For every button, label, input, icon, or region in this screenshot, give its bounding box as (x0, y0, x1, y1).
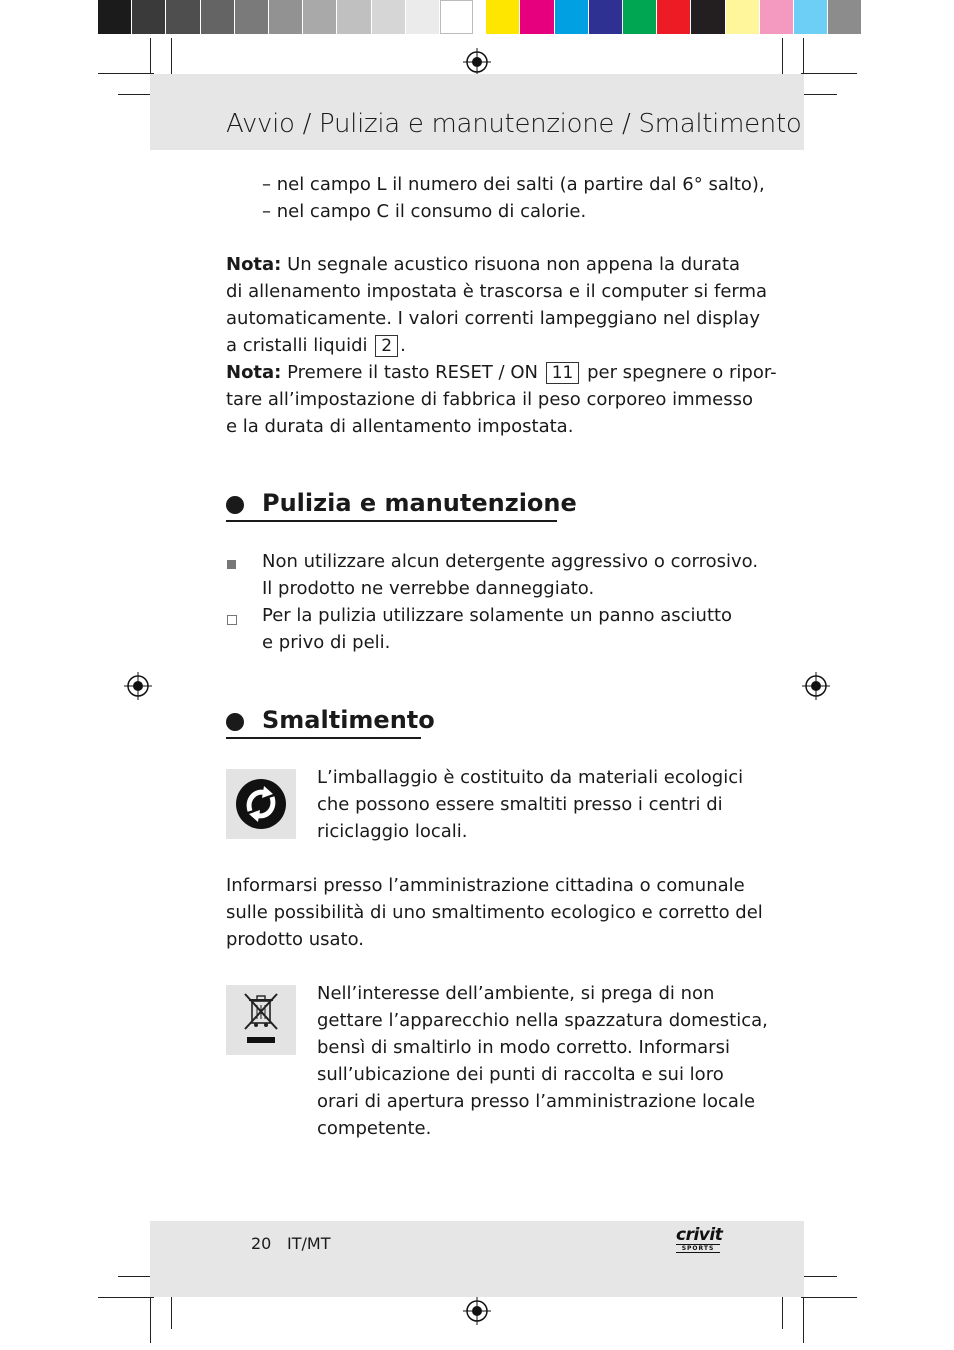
note-label: Nota: (226, 254, 282, 275)
color-swatch (235, 0, 268, 34)
info-text: prodotto usato. (226, 929, 365, 950)
section-bullet-icon (226, 713, 244, 731)
crop-mark (801, 73, 857, 74)
weee-text: orari di apertura presso l’amministrazione locale (317, 1091, 756, 1112)
square-bullet-icon (227, 615, 237, 625)
list-item: Non utilizzare alcun detergente aggressivo o corrosivo. (262, 551, 759, 572)
weee-symbol-box (226, 985, 296, 1055)
note-text: Premere il tasto RESET / ON (287, 362, 538, 383)
weee-text: Nell’interesse dell’ambiente, si prega di non (317, 983, 715, 1004)
locale-code: IT/MT (287, 1234, 331, 1253)
crop-mark (801, 1297, 857, 1298)
crop-mark (118, 1276, 154, 1277)
crop-mark (171, 38, 172, 78)
note-paragraph (226, 332, 406, 359)
crop-mark (782, 38, 783, 78)
registration-mark-icon (462, 1296, 492, 1326)
recycling-symbol-box (226, 769, 296, 839)
page-title: Avvio / Pulizia e manutenzione / Smaltimento (226, 109, 802, 139)
brand-logo (676, 1226, 730, 1260)
note-text: di allenamento impostata è trascorsa e il computer si ferma (226, 281, 768, 302)
color-swatch (303, 0, 336, 34)
packaging-text: riciclaggio locali. (317, 821, 468, 842)
color-swatch (337, 0, 370, 34)
weee-text: competente. (317, 1118, 432, 1139)
note-paragraph (226, 359, 777, 386)
crop-mark (801, 1276, 837, 1277)
crop-mark (150, 1293, 151, 1343)
note-text: Un segnale acustico risuona non appena la durata (287, 254, 741, 275)
registration-mark-icon (123, 671, 153, 701)
color-swatch (555, 0, 588, 34)
color-swatch (201, 0, 234, 34)
info-text: Informarsi presso l’amministrazione cittadina o comunale (226, 875, 745, 896)
registration-mark-icon (801, 671, 831, 701)
section-heading-cleaning: Pulizia e manutenzione (262, 489, 577, 517)
color-swatch (828, 0, 861, 34)
crop-mark (782, 1293, 783, 1329)
list-item: e privo di peli. (262, 632, 391, 653)
intro-line-l: – nel campo L il numero dei salti (a partire dal 6° salto), (262, 174, 765, 195)
note-text: automaticamente. I valori correnti lampeggiano nel display (226, 308, 760, 329)
weee-text: bensì di smaltirlo in modo corretto. Informarsi (317, 1037, 730, 1058)
part-reference: 11 (546, 362, 580, 384)
note-text: a cristalli liquidi (226, 335, 368, 356)
note-text: e la durata di allentamento impostata. (226, 416, 574, 437)
color-swatch (623, 0, 656, 34)
green-dot-recycling-icon (226, 769, 296, 839)
packaging-text: L’imballaggio è costituito da materiali ecologici (317, 767, 744, 788)
crop-mark (803, 38, 804, 78)
weee-text: gettare l’apparecchio nella spazzatura domestica, (317, 1010, 768, 1031)
registration-mark-icon (462, 47, 492, 77)
square-bullet-icon (227, 560, 236, 569)
note-label: Nota: (226, 362, 282, 383)
color-swatch (98, 0, 131, 34)
color-swatch (726, 0, 759, 34)
color-swatch (794, 0, 827, 34)
note-text: . (400, 335, 406, 356)
crop-mark (98, 73, 154, 74)
note-text: per spegnere o ripor- (587, 362, 777, 383)
list-item: Per la pulizia utilizzare solamente un panno asciutto (262, 605, 733, 626)
note-text: tare all’impostazione di fabbrica il peso corporeo immesso (226, 389, 753, 410)
brand-subline: SPORTS (676, 1244, 720, 1253)
intro-line-c: – nel campo C il consumo di calorie. (262, 201, 587, 222)
info-text: sulle possibilità di uno smaltimento ecologico e corretto del (226, 902, 763, 923)
color-swatch (520, 0, 553, 34)
color-swatch (372, 0, 405, 34)
section-bullet-icon (226, 496, 244, 514)
page-number: 20 (251, 1234, 272, 1253)
color-swatch (406, 0, 439, 34)
crop-mark (171, 1293, 172, 1329)
color-swatch (269, 0, 302, 34)
crop-mark (801, 94, 837, 95)
weee-text: sull’ubicazione dei punti di raccolta e sui loro (317, 1064, 724, 1085)
crop-mark (150, 38, 151, 78)
crossed-out-bin-icon (226, 985, 296, 1055)
brand-wordmark: crivit (676, 1225, 723, 1245)
heading-underline (226, 520, 557, 522)
color-swatch (440, 0, 473, 34)
color-swatch (132, 0, 165, 34)
color-swatch (166, 0, 199, 34)
color-swatch (486, 0, 519, 34)
crop-mark (118, 94, 154, 95)
color-swatch (691, 0, 724, 34)
heading-underline (226, 737, 421, 739)
section-heading-disposal: Smaltimento (262, 706, 435, 734)
crop-mark (98, 1297, 154, 1298)
part-reference: 2 (375, 335, 398, 357)
color-swatch (657, 0, 690, 34)
list-item: Il prodotto ne verrebbe danneggiato. (262, 578, 595, 599)
color-swatch (760, 0, 793, 34)
packaging-text: che possono essere smaltiti presso i centri di (317, 794, 723, 815)
color-swatch (589, 0, 622, 34)
note-paragraph (226, 251, 740, 278)
crop-mark (803, 1293, 804, 1343)
